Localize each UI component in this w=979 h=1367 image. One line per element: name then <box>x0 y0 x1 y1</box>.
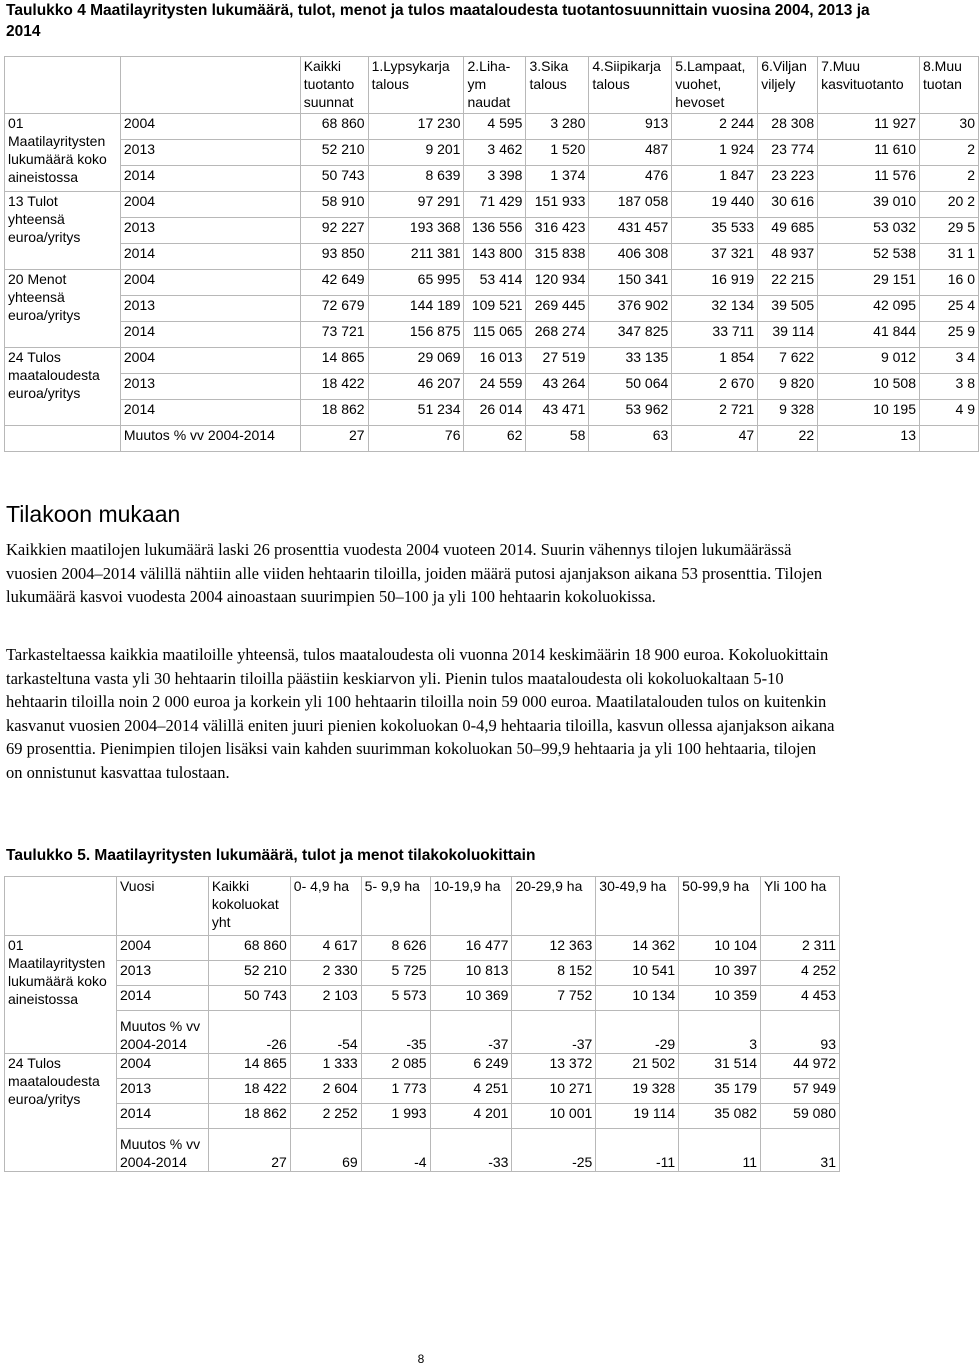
table-cell: 156 875 <box>368 322 464 348</box>
column-header: 5.Lampaat, vuohet, hevoset <box>672 57 758 114</box>
table-cell: 4 252 <box>761 961 840 986</box>
table-cell: 43 471 <box>526 400 589 426</box>
table-cell: 8 626 <box>361 936 430 961</box>
table-cell: 46 207 <box>368 374 464 400</box>
row-group-label: 01 Maatilayritysten lukumäärä koko aineistossa <box>5 936 117 1054</box>
column-header: 5- 9,9 ha <box>361 877 430 936</box>
table-cell: 52 210 <box>300 140 368 166</box>
table-cell: 3 8 <box>920 374 979 400</box>
year-cell: Muutos % vv 2004-2014 <box>116 1011 208 1054</box>
table-cell: 3 <box>679 1011 761 1054</box>
year-cell: 2014 <box>120 400 300 426</box>
row-group-label: 13 Tulot yhteensä euroa/yritys <box>5 192 121 270</box>
table-cell: 11 <box>679 1129 761 1172</box>
table-cell: 44 972 <box>761 1054 840 1079</box>
header-empty <box>5 877 117 936</box>
table-cell: -35 <box>361 1011 430 1054</box>
table-cell: 71 429 <box>464 192 526 218</box>
table-cell: 347 825 <box>589 322 672 348</box>
table-cell: 913 <box>589 114 672 140</box>
table-row <box>5 374 979 400</box>
year-cell: 2013 <box>120 374 300 400</box>
table-cell: 10 813 <box>430 961 512 986</box>
table-cell: 3 462 <box>464 140 526 166</box>
year-cell: 2014 <box>116 1104 208 1129</box>
table5-title: Taulukko 5. Maatilayritysten lukumäärä, tulot ja menot tilakokoluokittain <box>6 847 536 864</box>
table-cell: 2 <box>920 166 979 192</box>
table-row <box>5 270 979 296</box>
page-number: 8 <box>417 1352 425 1366</box>
table-cell: 1 333 <box>290 1054 361 1079</box>
table4-header-row <box>5 57 979 114</box>
table-cell: 16 919 <box>672 270 758 296</box>
year-cell: 2004 <box>120 270 300 296</box>
change-row <box>5 426 979 452</box>
column-header: 1.Lypsykarja talous <box>368 57 464 114</box>
table-cell: 10 195 <box>818 400 920 426</box>
table-cell: 315 838 <box>526 244 589 270</box>
table-cell: 2 330 <box>290 961 361 986</box>
table4-title: Taulukko 4 Maatilayritysten lukumäärä, tulot, menot ja tulos maataloudesta tuotantosuunnittain vuosina 2004, 2013 ja 2014 <box>6 2 870 40</box>
column-header: Kaikki tuotanto suunnat <box>300 57 368 114</box>
year-cell: 2013 <box>120 140 300 166</box>
table-cell: 17 230 <box>368 114 464 140</box>
table-cell: 27 <box>208 1129 290 1172</box>
table-cell: 1 924 <box>672 140 758 166</box>
table-cell: 4 453 <box>761 986 840 1011</box>
table-row <box>5 1011 840 1054</box>
table-cell: 4 617 <box>290 936 361 961</box>
table-cell: 92 227 <box>300 218 368 244</box>
table-cell: 30 616 <box>758 192 818 218</box>
column-header: 7.Muu kasvituotanto <box>818 57 920 114</box>
table-cell: 37 321 <box>672 244 758 270</box>
table-cell: 11 610 <box>818 140 920 166</box>
table-cell: 13 372 <box>512 1054 596 1079</box>
table-cell: 1 854 <box>672 348 758 374</box>
row-group-label: 01 Maatilayritysten lukumäärä koko aineistossa <box>5 114 121 192</box>
table-cell: 16 013 <box>464 348 526 374</box>
column-header: 2.Liha- ym naudat <box>464 57 526 114</box>
table-row <box>5 140 979 166</box>
table-cell: 24 559 <box>464 374 526 400</box>
table-cell: 431 457 <box>589 218 672 244</box>
year-cell: 2004 <box>120 114 300 140</box>
table-cell: 9 820 <box>758 374 818 400</box>
column-header: 4.Siipikarja talous <box>589 57 672 114</box>
table-cell: 211 381 <box>368 244 464 270</box>
table-cell: 72 679 <box>300 296 368 322</box>
table-cell: 1 520 <box>526 140 589 166</box>
year-cell: 2013 <box>116 961 208 986</box>
table-cell: 3 4 <box>920 348 979 374</box>
table-cell: 2 604 <box>290 1079 361 1104</box>
table-cell: 35 082 <box>679 1104 761 1129</box>
table-cell: 150 341 <box>589 270 672 296</box>
row-group-label: 24 Tulos maataloudesta euroa/yritys <box>5 348 121 426</box>
year-cell: 2013 <box>120 296 300 322</box>
table-cell: 29 151 <box>818 270 920 296</box>
year-cell: Muutos % vv 2004-2014 <box>116 1129 208 1172</box>
table-cell: 30 <box>920 114 979 140</box>
table-cell: 2 103 <box>290 986 361 1011</box>
table-cell: 27 519 <box>526 348 589 374</box>
table-cell: 50 743 <box>300 166 368 192</box>
table-cell: 115 065 <box>464 322 526 348</box>
table-cell: 10 271 <box>512 1079 596 1104</box>
table-cell: 2 252 <box>290 1104 361 1129</box>
table-cell: 5 725 <box>361 961 430 986</box>
table-row <box>5 192 979 218</box>
table-cell: 58 <box>526 426 589 452</box>
table-cell: 47 <box>672 426 758 452</box>
year-header: Vuosi <box>116 877 208 936</box>
table-cell: 316 423 <box>526 218 589 244</box>
table-cell: 53 414 <box>464 270 526 296</box>
column-header: 30-49,9 ha <box>596 877 679 936</box>
paragraph-1: Kaikkien maatilojen lukumäärä laski 26 prosenttia vuodesta 2004 vuoteen 2014. Suurin vähennys tilojen lukumäärässä vuosien 2004–2014 välillä nähtiin alle viiden hehtaarin tiloilla, joiden määrä putosi ajanjakson aikana 53 prosenttia. Tilojen lukumäärä kasvoi vuodesta 2004 ainoastaan suurimpien 50–100 ja yli 100 hehtaarin kokoluokissa. <box>6 540 823 606</box>
table-cell: -11 <box>596 1129 679 1172</box>
table-cell: 93 850 <box>300 244 368 270</box>
table-cell: -37 <box>512 1011 596 1054</box>
table-cell: 109 521 <box>464 296 526 322</box>
table-cell: 35 533 <box>672 218 758 244</box>
column-header: Kaikki kokoluokat yht <box>208 877 290 936</box>
table-cell: -54 <box>290 1011 361 1054</box>
table-cell: 42 649 <box>300 270 368 296</box>
table-cell: 9 328 <box>758 400 818 426</box>
table-cell: -37 <box>430 1011 512 1054</box>
table-cell: 49 685 <box>758 218 818 244</box>
year-cell: 2004 <box>116 936 208 961</box>
table-cell: 4 595 <box>464 114 526 140</box>
column-header: 0- 4,9 ha <box>290 877 361 936</box>
table-cell: 2 311 <box>761 936 840 961</box>
table-cell: 27 <box>300 426 368 452</box>
table-row <box>5 1129 840 1172</box>
year-cell: 2004 <box>120 348 300 374</box>
table-cell: 2 <box>920 140 979 166</box>
table-cell: 3 398 <box>464 166 526 192</box>
table-cell: 120 934 <box>526 270 589 296</box>
table-cell: 10 104 <box>679 936 761 961</box>
table-row <box>5 961 840 986</box>
table-cell: 18 862 <box>300 400 368 426</box>
year-cell: 2013 <box>120 218 300 244</box>
table-cell: 73 721 <box>300 322 368 348</box>
table-cell: 151 933 <box>526 192 589 218</box>
table-cell: 10 369 <box>430 986 512 1011</box>
table-cell: 16 0 <box>920 270 979 296</box>
table-cell: -4 <box>361 1129 430 1172</box>
paragraph-2: Tarkasteltaessa kaikkia maatiloille yhteensä, tulos maataloudesta oli vuonna 2014 keskimäärin 18 900 euroa. Kokoluokittain tarkasteltuna vasta yli 30 hehtaarin tiloilla päästiin keskiarvon yli. Pienin tulos maataloudesta oli kokoluokaltaan 5-10 hehtaarin tiloilla noin 2 000 euroa ja korkein yli 100 hehtaarin tiloilla noin 59 000 euroa. Maatilatalouden tulos on kuitenkin kasvanut vuosien 2004–2014 välillä eniten juuri pienien kokoluokan 0-4,9 hehtaaria tiloilla, kasvun ollessa ajanjakson aikana 69 prosenttia. Pienimpien tilojen lisäksi vain kahden suurimman kokoluokan 50–99,9 hehtaaria ja yli 100 hehtaaria, tilojen on onnistunut kasvattaa tulostaan. <box>6 645 835 782</box>
table-cell: 62 <box>464 426 526 452</box>
table-cell: 57 949 <box>761 1079 840 1104</box>
table-cell: 76 <box>368 426 464 452</box>
table-cell: 33 711 <box>672 322 758 348</box>
table-cell: 31 514 <box>679 1054 761 1079</box>
table-cell: 33 135 <box>589 348 672 374</box>
table-cell: 23 223 <box>758 166 818 192</box>
table-cell: 18 422 <box>208 1079 290 1104</box>
year-cell: 2014 <box>120 322 300 348</box>
table-cell: 476 <box>589 166 672 192</box>
table-cell: 1 847 <box>672 166 758 192</box>
table-cell: 65 995 <box>368 270 464 296</box>
table-cell: 48 937 <box>758 244 818 270</box>
table-cell: 7 752 <box>512 986 596 1011</box>
column-header: 6.Viljan viljely <box>758 57 818 114</box>
table-cell: 5 573 <box>361 986 430 1011</box>
table-cell: 51 234 <box>368 400 464 426</box>
table-cell: 2 085 <box>361 1054 430 1079</box>
table-cell: 7 622 <box>758 348 818 374</box>
table-cell: 32 134 <box>672 296 758 322</box>
table-cell: 22 <box>758 426 818 452</box>
table-cell: 39 114 <box>758 322 818 348</box>
table-cell: 53 962 <box>589 400 672 426</box>
table-cell: 269 445 <box>526 296 589 322</box>
table-cell: 59 080 <box>761 1104 840 1129</box>
table-row <box>5 936 840 961</box>
column-header: 8.Muu tuotan <box>920 57 979 114</box>
table-cell: 50 064 <box>589 374 672 400</box>
row-group-label: 24 Tulos maataloudesta euroa/yritys <box>5 1054 117 1172</box>
table-cell: 10 397 <box>679 961 761 986</box>
table-cell: 1 773 <box>361 1079 430 1104</box>
table5 <box>4 876 840 1172</box>
table-cell: 4 251 <box>430 1079 512 1104</box>
table-cell: 10 541 <box>596 961 679 986</box>
table-cell: 14 865 <box>300 348 368 374</box>
table-row <box>5 114 979 140</box>
table-cell: 10 508 <box>818 374 920 400</box>
table-cell: 16 477 <box>430 936 512 961</box>
table-cell: 28 308 <box>758 114 818 140</box>
table-cell: 39 010 <box>818 192 920 218</box>
table-cell: 2 670 <box>672 374 758 400</box>
table-row <box>5 1104 840 1129</box>
table-cell: 63 <box>589 426 672 452</box>
table-cell: 4 201 <box>430 1104 512 1129</box>
table-cell: 14 865 <box>208 1054 290 1079</box>
table-cell: 31 1 <box>920 244 979 270</box>
table-cell: 9 201 <box>368 140 464 166</box>
table-cell: 19 440 <box>672 192 758 218</box>
table-cell: 39 505 <box>758 296 818 322</box>
table-cell: 35 179 <box>679 1079 761 1104</box>
table-cell: 13 <box>818 426 920 452</box>
table-cell: 41 844 <box>818 322 920 348</box>
table-cell: 376 902 <box>589 296 672 322</box>
table-cell: 52 538 <box>818 244 920 270</box>
table-cell: 21 502 <box>596 1054 679 1079</box>
table-cell: 187 058 <box>589 192 672 218</box>
table-cell: 406 308 <box>589 244 672 270</box>
table-cell: 2 244 <box>672 114 758 140</box>
year-cell: 2004 <box>120 192 300 218</box>
table-cell: 29 069 <box>368 348 464 374</box>
table-cell: 25 4 <box>920 296 979 322</box>
table-cell: 18 862 <box>208 1104 290 1129</box>
table-cell: 18 422 <box>300 374 368 400</box>
table-cell: 2 721 <box>672 400 758 426</box>
row-group-label: 20 Menot yhteensä euroa/yritys <box>5 270 121 348</box>
header-empty <box>5 426 121 452</box>
table-cell: 268 274 <box>526 322 589 348</box>
table-cell: 1 374 <box>526 166 589 192</box>
table-cell: 23 774 <box>758 140 818 166</box>
table-cell: -25 <box>512 1129 596 1172</box>
table-cell: 6 249 <box>430 1054 512 1079</box>
table-cell: 69 <box>290 1129 361 1172</box>
table-cell: 10 359 <box>679 986 761 1011</box>
table-cell: -29 <box>596 1011 679 1054</box>
table-cell: 97 291 <box>368 192 464 218</box>
column-header: Yli 100 ha <box>761 877 840 936</box>
table-cell: 19 114 <box>596 1104 679 1129</box>
table5-header-row <box>5 877 840 936</box>
table4 <box>4 56 979 452</box>
table-cell: 193 368 <box>368 218 464 244</box>
table-cell: 93 <box>761 1011 840 1054</box>
header-empty <box>5 57 121 114</box>
table-row <box>5 322 979 348</box>
table-cell: 68 860 <box>208 936 290 961</box>
year-cell: 2004 <box>116 1054 208 1079</box>
year-cell: 2014 <box>120 244 300 270</box>
table-row <box>5 296 979 322</box>
table-cell: 4 9 <box>920 400 979 426</box>
table-cell: 487 <box>589 140 672 166</box>
table-cell: 11 927 <box>818 114 920 140</box>
table-cell: 143 800 <box>464 244 526 270</box>
header-empty <box>120 57 300 114</box>
year-cell: 2014 <box>120 166 300 192</box>
table-cell: 8 152 <box>512 961 596 986</box>
table-row <box>5 400 979 426</box>
table-row <box>5 1079 840 1104</box>
column-header: 10-19,9 ha <box>430 877 512 936</box>
table-cell: 26 014 <box>464 400 526 426</box>
table-cell: 52 210 <box>208 961 290 986</box>
table-cell: 1 993 <box>361 1104 430 1129</box>
year-cell: 2014 <box>116 986 208 1011</box>
section-heading: Tilakoon mukaan <box>6 501 181 527</box>
table-cell: 19 328 <box>596 1079 679 1104</box>
change-label: Muutos % vv 2004-2014 <box>120 426 300 452</box>
table-cell: -26 <box>208 1011 290 1054</box>
column-header: 3.Sika talous <box>526 57 589 114</box>
column-header: 50-99,9 ha <box>679 877 761 936</box>
table-cell: 25 9 <box>920 322 979 348</box>
table-cell: 31 <box>761 1129 840 1172</box>
column-header: 20-29,9 ha <box>512 877 596 936</box>
table-row <box>5 348 979 374</box>
table-cell: 10 134 <box>596 986 679 1011</box>
table-cell: 43 264 <box>526 374 589 400</box>
table-cell: 20 2 <box>920 192 979 218</box>
table-cell: 42 095 <box>818 296 920 322</box>
table-cell: 22 215 <box>758 270 818 296</box>
table-cell: 50 743 <box>208 986 290 1011</box>
table-cell <box>920 426 979 452</box>
table-row <box>5 244 979 270</box>
table-row <box>5 986 840 1011</box>
table-cell: -33 <box>430 1129 512 1172</box>
table-cell: 11 576 <box>818 166 920 192</box>
table-cell: 53 032 <box>818 218 920 244</box>
table-cell: 144 189 <box>368 296 464 322</box>
table-cell: 58 910 <box>300 192 368 218</box>
table-cell: 8 639 <box>368 166 464 192</box>
table-cell: 68 860 <box>300 114 368 140</box>
table-cell: 14 362 <box>596 936 679 961</box>
year-cell: 2013 <box>116 1079 208 1104</box>
table-cell: 9 012 <box>818 348 920 374</box>
table-cell: 3 280 <box>526 114 589 140</box>
table-row <box>5 218 979 244</box>
table-row <box>5 166 979 192</box>
table-cell: 12 363 <box>512 936 596 961</box>
table-row <box>5 1054 840 1079</box>
table-cell: 136 556 <box>464 218 526 244</box>
table-cell: 29 5 <box>920 218 979 244</box>
table-cell: 10 001 <box>512 1104 596 1129</box>
